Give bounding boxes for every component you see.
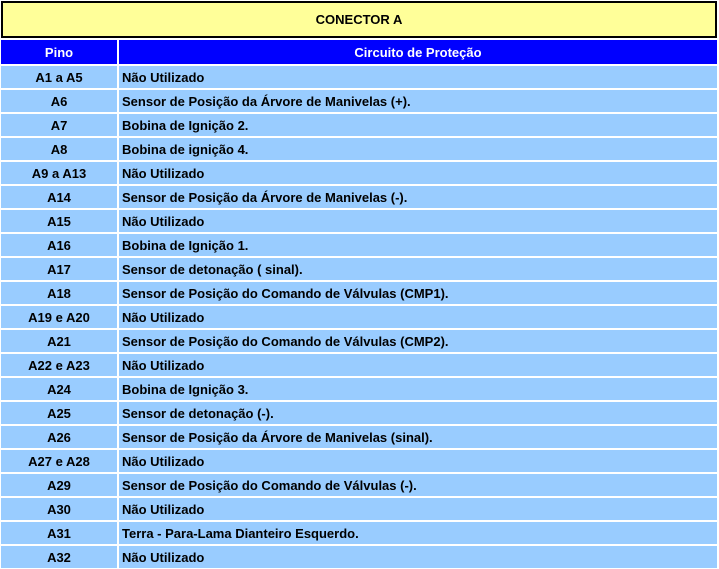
table-row [1,400,717,424]
pin-cell: A25 [1,400,119,424]
pin-cell: A22 e A23 [1,352,119,376]
pin-cell: A15 [1,208,119,232]
pin-cell: A16 [1,232,119,256]
table-row [1,64,717,88]
pin-cell: A9 a A13 [1,160,119,184]
table-row [1,496,717,520]
pin-cell: A8 [1,136,119,160]
circuit-cell: Bobina de Ignição 2. [119,112,717,136]
pin-cell: A6 [1,88,119,112]
circuit-cell: Não Utilizado [119,352,717,376]
circuit-cell: Bobina de Ignição 1. [119,232,717,256]
table-row [1,256,717,280]
circuit-cell: Bobina de ignição 4. [119,136,717,160]
table-row [1,160,717,184]
circuit-cell: Não Utilizado [119,544,717,568]
header-pino: Pino [1,40,119,64]
pin-cell: A17 [1,256,119,280]
table-row [1,376,717,400]
pin-cell: A31 [1,520,119,544]
pin-cell: A30 [1,496,119,520]
circuit-cell: Não Utilizado [119,208,717,232]
connector-table-container [1,1,717,568]
table-row [1,88,717,112]
circuit-cell: Sensor de Posição da Árvore de Manivelas (sinal). [119,424,717,448]
table-row [1,544,717,568]
table-row [1,352,717,376]
table-row [1,328,717,352]
circuit-cell: Não Utilizado [119,448,717,472]
pin-cell: A14 [1,184,119,208]
pin-cell: A27 e A28 [1,448,119,472]
circuit-cell: Sensor de Posição da Árvore de Manivelas (+). [119,88,717,112]
circuit-cell: Sensor de detonação (-). [119,400,717,424]
table-row [1,472,717,496]
table-title: CONECTOR A [1,1,717,38]
circuit-cell: Sensor de Posição do Comando de Válvulas (CMP1). [119,280,717,304]
table-row [1,184,717,208]
pin-cell: A24 [1,376,119,400]
circuit-cell: Sensor de Posição do Comando de Válvulas (-). [119,472,717,496]
pin-cell: A29 [1,472,119,496]
circuit-cell: Não Utilizado [119,64,717,88]
table-row [1,280,717,304]
pin-cell: A21 [1,328,119,352]
circuit-cell: Sensor de Posição do Comando de Válvulas (CMP2). [119,328,717,352]
pin-table [1,40,717,568]
header-row [1,40,717,64]
circuit-cell: Sensor de detonação ( sinal). [119,256,717,280]
pin-cell: A1 a A5 [1,64,119,88]
circuit-cell: Não Utilizado [119,304,717,328]
table-row [1,208,717,232]
table-row [1,520,717,544]
circuit-cell: Terra - Para-Lama Dianteiro Esquerdo. [119,520,717,544]
pin-cell: A18 [1,280,119,304]
table-row [1,448,717,472]
table-row [1,424,717,448]
pin-cell: A19 e A20 [1,304,119,328]
table-row [1,136,717,160]
circuit-cell: Sensor de Posição da Árvore de Manivelas (-). [119,184,717,208]
table-row [1,304,717,328]
circuit-cell: Bobina de Ignição 3. [119,376,717,400]
circuit-cell: Não Utilizado [119,496,717,520]
table-row [1,232,717,256]
circuit-cell: Não Utilizado [119,160,717,184]
pin-cell: A7 [1,112,119,136]
pin-cell: A26 [1,424,119,448]
table-row [1,112,717,136]
header-circuito: Circuito de Proteção [119,40,717,64]
pin-cell: A32 [1,544,119,568]
